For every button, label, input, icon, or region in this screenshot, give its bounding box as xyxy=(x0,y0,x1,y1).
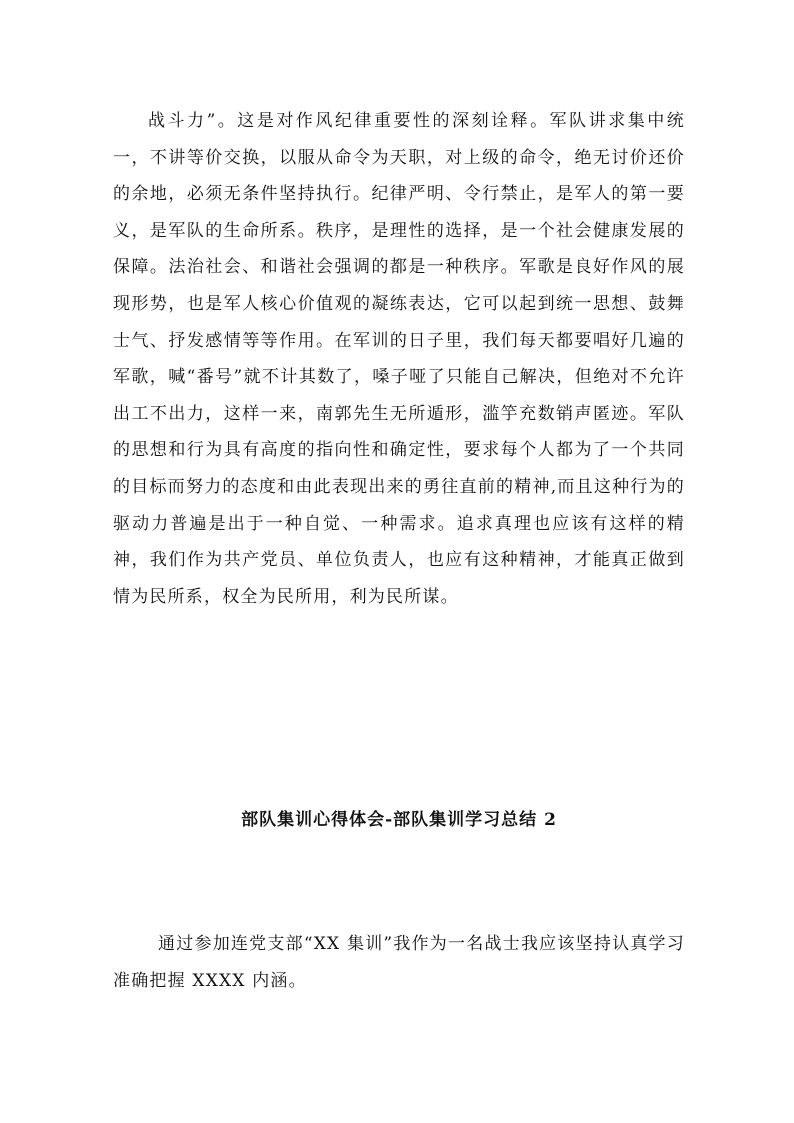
section-heading: 部队集训心得体会-部队集训学习总结 2 xyxy=(241,810,557,830)
body-paragraph-1: 战斗力”。这是对作风纪律重要性的深刻诠释。军队讲求集中统一，不讲等价交换，以服从命令为天职，对上级的命令，绝无讨价还价的余地，必须无条件坚持执行。纪律严明、令行禁止，是军人的第一要义，是军队的生命所系。秩序，是理性的选择，是一个社会健康发展的保障。法治社会、和谐社会强调的都是一种秩序。军歌是良好作风的展现形势，也是军人核心价值观的凝练表达，它可以起到统一思想、鼓舞士气、抒发感情等等作用。在军训的日子里，我们每天都要唱好几遍的军歌，喊“番号”就不计其数了，嗓子哑了只能自己解决，但绝对不允许出工不出力，这样一来，南郭先生无所遁形，滥竽充数销声匿迹。军队的思想和行为具有高度的指向性和确定性，要求每个人都为了一个共同的目标而努力的态度和由此表现出来的勇往直前的精神,而且这种行为的驱动力普遍是出于一种自觉、一种需求。追求真理也应该有这样的精神，我们作为共产党员、单位负责人，也应有这种精神，才能真正做到情为民所系，权全为民所用，利为民所谋。 xyxy=(113,111,685,607)
body-paragraph-2: 通过参加连党支部“XX 集训”我作为一名战士我应该坚持认真学习准确把握 XXXX 内涵。 xyxy=(113,934,685,991)
